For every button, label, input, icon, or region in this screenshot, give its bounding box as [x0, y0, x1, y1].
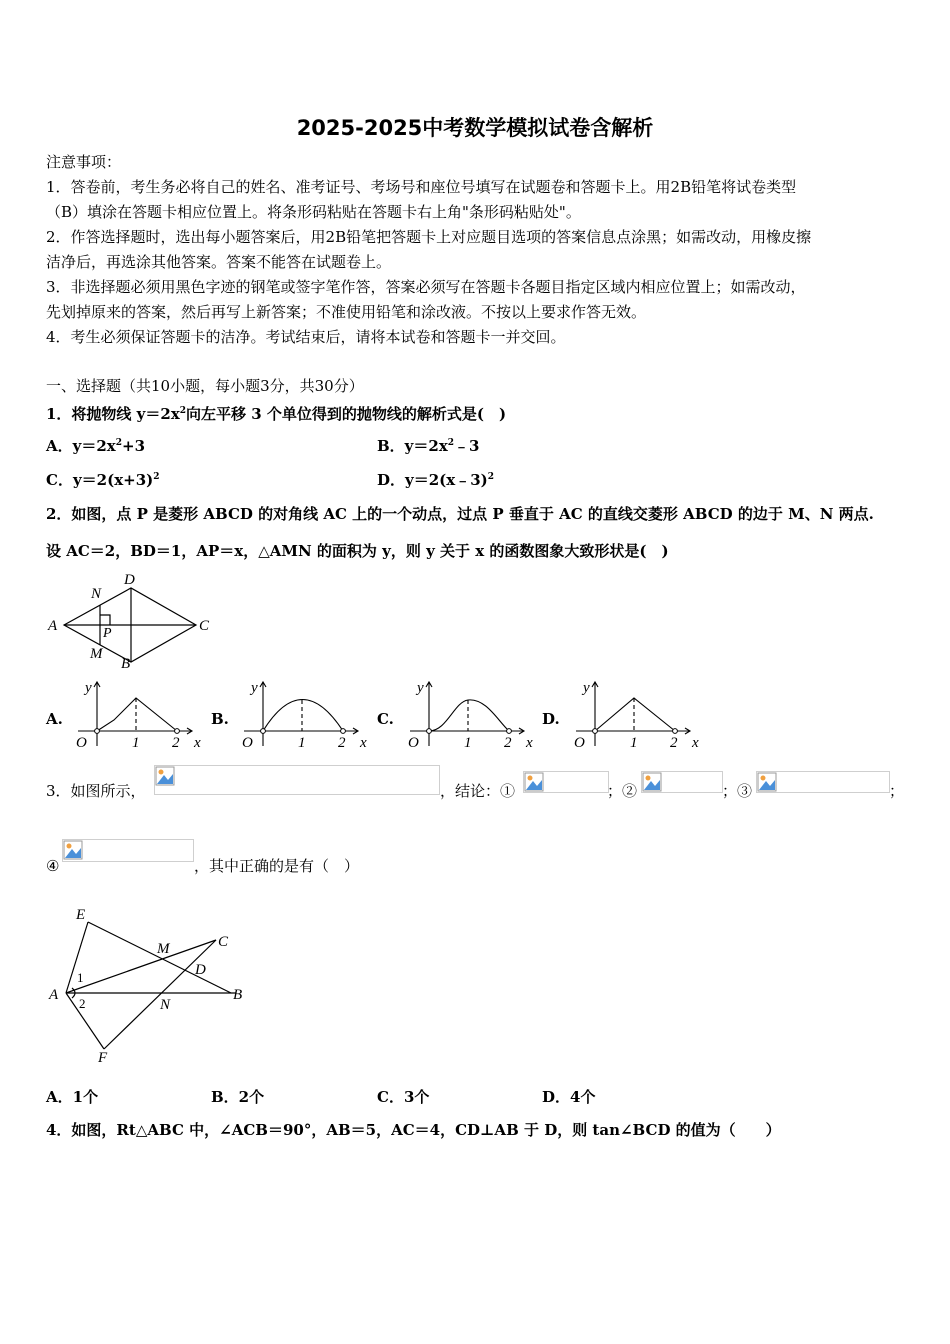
q1-option-b: B．$y=2x^2﹣3$	[377, 437, 480, 455]
broken-image-icon	[155, 766, 175, 786]
q3-separator-2: ；②	[607, 782, 638, 800]
q3-item-four: ④	[46, 857, 60, 875]
broken-image-placeholder	[641, 771, 723, 793]
svg-text:2: 2	[338, 735, 346, 751]
broken-image-icon	[757, 772, 777, 792]
q2-graph-c	[402, 676, 542, 752]
q1-stem: 1．将抛物线 $y=2x^2$向左平移 3 个单位得到的抛物线的解析式是( )	[46, 405, 507, 423]
notice-line-2: （B）填涂在答题卡相应位置上。将条形码粘贴在答题卡右上角"条形码粘贴处"。	[46, 203, 581, 221]
broken-image-icon	[524, 772, 544, 792]
broken-image-placeholder	[62, 839, 194, 862]
q2-option-a-label: A.	[46, 710, 63, 728]
q3-label-m: M	[157, 941, 170, 957]
q3-label-e: E	[76, 907, 86, 923]
q3-label-n: N	[160, 997, 171, 1013]
broken-image-placeholder	[154, 765, 440, 795]
rhombus-label-p: P	[103, 626, 112, 641]
q3-geometry-figure	[44, 902, 254, 1068]
notice-line-7: 4．考生必须保证答题卡的洁净。考试结束后，请将本试卷和答题卡一并交回。	[46, 328, 566, 346]
q4-stem: 4．如图，Rt△ABC 中，∠ACB＝90°，AB＝5，AC＝4，CD⊥AB 于 D，则 tan∠BCD 的值为（ ）	[46, 1121, 781, 1139]
q3-conclusion-label: ，结论：①	[440, 782, 516, 800]
notice-line-4: 洁净后，再选涂其他答案。答案不能答在试题卷上。	[46, 253, 392, 271]
q3-option-b: B．2个	[211, 1088, 265, 1106]
svg-text:y: y	[251, 680, 258, 696]
svg-text:x: x	[360, 735, 367, 751]
q3-stem-pre: 3．如图所示，	[46, 782, 146, 800]
notice-line-1: 1．答卷前，考生务必将自己的姓名、准考证号、考场号和座位号填写在试题卷和答题卡上。用2B铅笔将试卷类型	[46, 178, 797, 196]
svg-text:1: 1	[464, 735, 472, 751]
q3-separator-end: ；	[889, 782, 905, 800]
q3-angle-1-label: 1	[77, 970, 84, 985]
broken-image-icon	[642, 772, 662, 792]
rhombus-label-m: M	[90, 646, 103, 662]
q3-label-c: C	[218, 934, 229, 950]
q3-label-d: D	[195, 962, 206, 978]
notice-heading: 注意事项：	[46, 153, 122, 171]
svg-text:O: O	[574, 735, 585, 751]
svg-text:O: O	[408, 735, 419, 751]
broken-image-placeholder	[523, 771, 609, 793]
section-heading: 一、选择题（共10小题，每小题3分，共30分）	[46, 377, 364, 395]
q3-separator-3: ；③	[722, 782, 753, 800]
q1-option-c: C．$y=2(x+3)^2$	[46, 471, 160, 489]
q2-option-d-label: D.	[542, 710, 560, 728]
q2-option-c-label: C.	[377, 710, 394, 728]
svg-text:x: x	[194, 735, 201, 751]
q2-graph-a	[70, 676, 210, 752]
svg-text:O: O	[242, 735, 253, 751]
rhombus-label-b: B	[121, 656, 131, 672]
q1-option-d: D．y＝2(x﹣3)$^2$	[377, 471, 495, 489]
rhombus-label-n: N	[91, 586, 102, 602]
notice-line-6: 先划掉原来的答案，然后再写上新答案；不准使用铅笔和涂改液。不按以上要求作答无效。	[46, 303, 647, 321]
notice-line-3: 2．作答选择题时，选出每小题答案后，用2B铅笔把答题卡上对应题目选项的答案信息点涂黑；如需改动，用橡皮擦	[46, 228, 812, 246]
q3-label-b: B	[233, 987, 243, 1003]
q3-option-c: C．3个	[377, 1088, 430, 1106]
svg-text:1: 1	[132, 735, 140, 751]
svg-text:y: y	[85, 680, 92, 696]
broken-image-icon	[63, 840, 83, 860]
q3-label-f: F	[98, 1050, 108, 1066]
q3-option-d: D．4个	[542, 1088, 596, 1106]
q3-stem-tail: ，其中正确的是有（ ）	[194, 857, 360, 875]
q2-stem-line2: 设 AC＝2，BD＝1，AP＝x，△AMN 的面积为 y，则 y 关于 x 的函数图象大致形状是( )	[46, 542, 669, 560]
svg-text:y: y	[417, 680, 424, 696]
q3-angle-2-label: 2	[79, 996, 86, 1011]
svg-text:1: 1	[298, 735, 306, 751]
q2-option-b-label: B.	[211, 710, 229, 728]
svg-text:x: x	[526, 735, 533, 751]
svg-text:2: 2	[172, 735, 180, 751]
q2-stem-line1: 2．如图，点 P 是菱形 ABCD 的对角线 AC 上的一个动点，过点 P 垂直于 AC 的直线交菱形 ABCD 的边于 M、N 两点.	[46, 505, 874, 523]
rhombus-label-d: D	[124, 572, 135, 588]
rhombus-label-c: C	[199, 618, 210, 634]
page-title: 2025-2025中考数学模拟试卷含解析	[296, 116, 654, 140]
svg-text:x: x	[692, 735, 699, 751]
q3-option-a: A．1个	[46, 1088, 99, 1106]
q2-graph-d	[568, 676, 708, 752]
q1-option-a: A．$y=2x^2+3$	[46, 437, 146, 455]
rhombus-figure	[44, 570, 216, 672]
q3-label-a: A	[49, 987, 59, 1003]
svg-text:2: 2	[670, 735, 678, 751]
q2-graph-b	[236, 676, 376, 752]
svg-text:y: y	[583, 680, 590, 696]
rhombus-label-a: A	[48, 618, 58, 634]
svg-text:1: 1	[630, 735, 638, 751]
notice-line-5: 3．非选择题必须用黑色字迹的钢笔或签字笔作答，答案必须写在答题卡各题目指定区域内相应位置上；如需改动，	[46, 278, 806, 296]
svg-text:O: O	[76, 735, 87, 751]
svg-text:2: 2	[504, 735, 512, 751]
broken-image-placeholder	[756, 771, 890, 793]
